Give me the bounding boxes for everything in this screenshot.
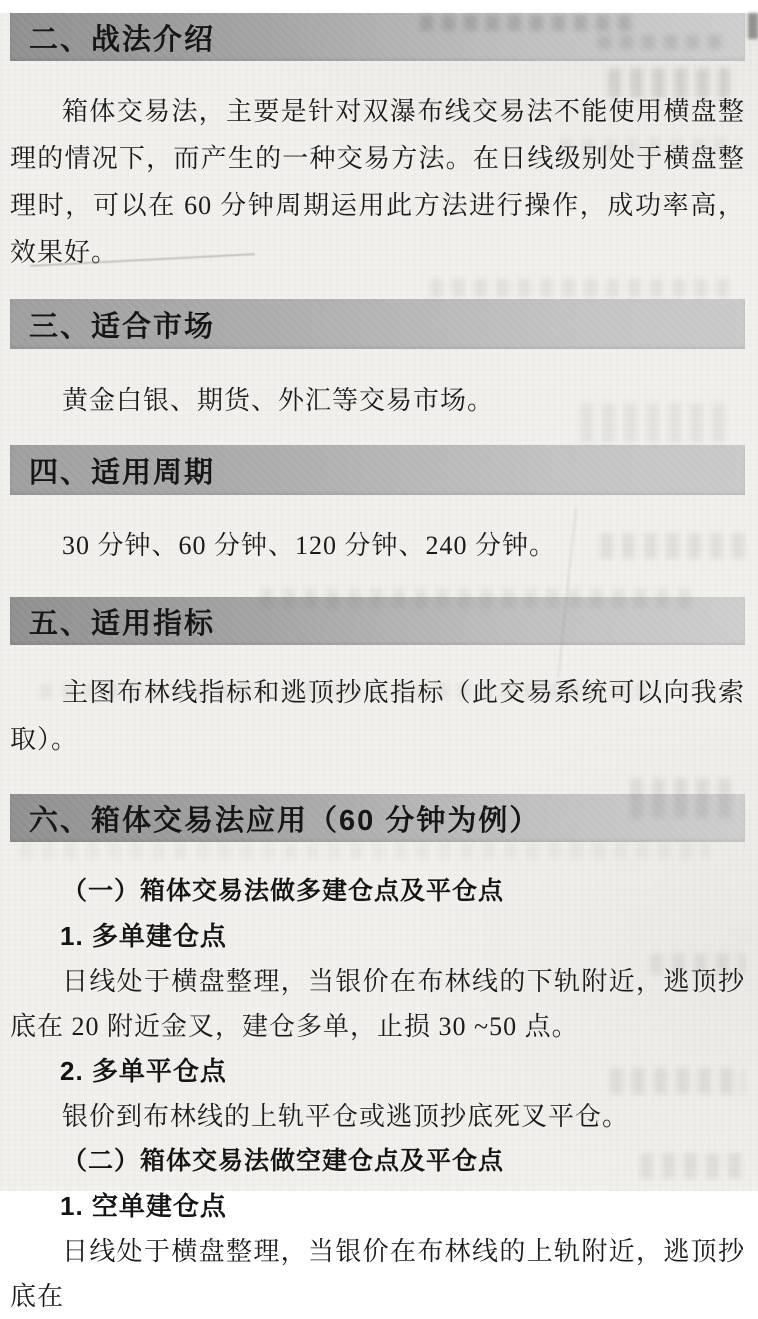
paragraph-suitable-markets: 黄金白银、期货、外汇等交易市场。 <box>62 386 495 415</box>
section-heading-bar-applicable-indicators <box>10 597 745 645</box>
section-heading-suitable-markets: 三、适合市场 <box>29 310 216 343</box>
scanned-book-page <box>0 13 758 1311</box>
bleedthrough-artifact <box>20 843 710 859</box>
item-heading-short-entry-point: 1. 空单建仓点 <box>60 1191 227 1221</box>
section-heading-bar-suitable-markets <box>10 299 745 349</box>
subsection-heading-short-entry-exit: （二）箱体交易法做空建仓点及平仓点 <box>62 1147 505 1175</box>
subsection-heading-long-entry-exit: （一）箱体交易法做多建仓点及平仓点 <box>62 877 505 905</box>
bleedthrough-artifact <box>430 279 730 297</box>
section-heading-box-trading-application: 六、箱体交易法应用（60 分钟为例） <box>29 804 541 837</box>
paragraph-applicable-indicators: 主图布林线指标和逃顶抄底指标（此交易系统可以向我索取）。 <box>10 678 745 754</box>
paragraph-tactics-intro: 箱体交易法，主要是针对双瀑布线交易法不能使用横盘整理的情况下，而产生的一种交易方法。在日线级别处于横盘整理时，可以在 60 分钟周期运用此方法进行操作，成功率高，效果好。 <box>10 97 745 267</box>
paragraph-applicable-periods: 30 分钟、60 分钟、120 分钟、240 分钟。 <box>62 531 557 560</box>
paragraph-long-entry-point: 日线处于横盘整理，当银价在布林线的下轨附近，逃顶抄底在 20 附近金叉，建仓多单，止损 30 ~50 点。 <box>10 967 745 1041</box>
item-heading-long-entry-point: 1. 多单建仓点 <box>60 921 227 951</box>
page-edge-mark <box>748 13 758 39</box>
section-heading-bar-tactics-intro <box>10 13 745 61</box>
section-heading-bar-applicable-periods <box>10 445 745 495</box>
section-heading-tactics-intro: 二、战法介绍 <box>29 23 216 56</box>
item-heading-long-exit-point: 2. 多单平仓点 <box>60 1056 227 1086</box>
section-heading-applicable-indicators: 五、适用指标 <box>29 607 216 640</box>
section-heading-applicable-periods: 四、适用周期 <box>29 456 216 489</box>
section-heading-bar-box-trading-application <box>10 794 745 842</box>
paragraph-short-entry-point: 日线处于横盘整理，当银价在布林线的上轨附近，逃顶抄底在 <box>10 1237 745 1311</box>
application-detail-block <box>0 869 758 1319</box>
paragraph-long-exit-point: 银价到布林线的上轨平仓或逃顶抄底死叉平仓。 <box>62 1102 630 1131</box>
